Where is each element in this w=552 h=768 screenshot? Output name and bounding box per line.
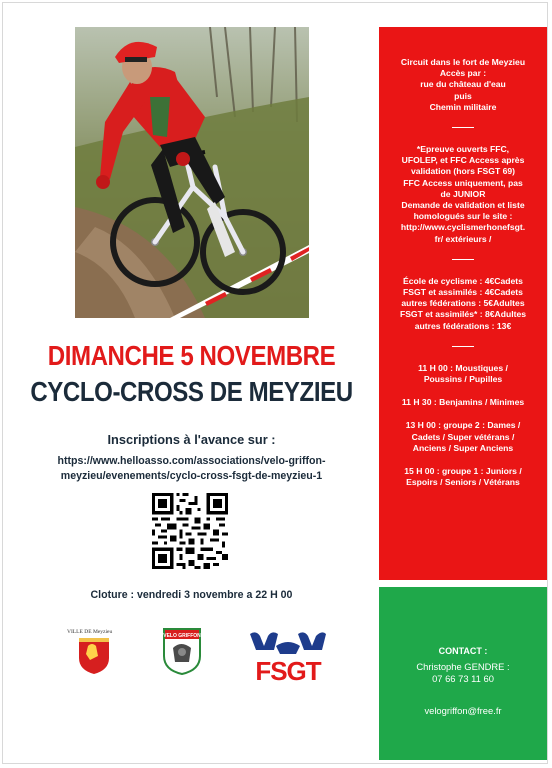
epreuve-line: de JUNIOR [440, 188, 486, 199]
fsgt-logo [246, 628, 330, 686]
tarif-line: autres fédérations : 13€ [414, 320, 512, 331]
horaire-line: Espoirs / Seniors / Vétérans [406, 477, 520, 488]
circuit-line: Accès par : [439, 68, 487, 79]
contact-phone: 07 66 73 11 60 [432, 673, 494, 684]
circuit-line: Circuit dans le fort de Meyzieu [400, 57, 526, 67]
ville-logo-text: VILLE DE Meyzieu [67, 629, 113, 635]
horaire-line: 11 H 30 : Benjamins / Minimes [401, 397, 525, 408]
circuit-line: rue du château d'eau [420, 79, 506, 90]
event-date: DIMANCHE 5 NOVEMBRE [47, 340, 336, 371]
horaire-line: Anciens / Super Anciens [412, 442, 514, 453]
divider [452, 346, 474, 347]
cyclist-photo [75, 27, 309, 318]
tarif-line: FSGT et assimilés* : 8€Adultes [399, 309, 527, 320]
epreuve-info [387, 144, 539, 245]
horaire-line: 15 H 00 : groupe 1 : Juniors / [404, 466, 522, 477]
epreuve-line: *Epreuve ouverts FFC, [416, 144, 510, 155]
epreuve-line: validation (hors FSGT 69) [410, 166, 516, 177]
circuit-line: puis [454, 90, 472, 101]
tarifs-info [387, 276, 539, 332]
inscriptions-link[interactable] [0, 454, 383, 484]
tarif-line: autres fédérations : 5€Adultes [401, 298, 525, 309]
epreuve-line: UFOLEP, et FFC Access après [401, 155, 525, 166]
epreuve-line: fr/ extérieurs / [434, 233, 492, 244]
epreuve-line: http://www.cyclismerhonefsgt. [400, 222, 526, 233]
contact-panel [379, 587, 547, 760]
tarif-line: École de cyclisme : 4€Cadets [403, 275, 523, 286]
url-line-2[interactable]: meyzieu/evenements/cyclo-cross-fsgt-de-meyzieu-1 [60, 470, 323, 482]
horaires-info [387, 363, 539, 489]
epreuve-line: FFC Access uniquement, pas [403, 177, 523, 188]
event-title: CYCLO-CROSS DE MEYZIEU [30, 376, 353, 407]
contact-name: Christophe GENDRE : [416, 661, 510, 672]
divider [452, 259, 474, 260]
velo-griffon-logo [161, 626, 203, 676]
ville-meyzieu-logo [64, 626, 124, 676]
svg-text:FSGT: FSGT [255, 656, 321, 686]
contact-email[interactable]: velogriffon@free.fr [424, 705, 502, 716]
qr-code-icon [152, 493, 228, 569]
horaire-line: Cadets / Super vétérans / [411, 431, 515, 442]
circuit-info [387, 57, 539, 113]
url-line-1[interactable]: https://www.helloasso.com/associations/velo-griffon- [57, 455, 326, 467]
horaire-line: 11 H 00 : Moustiques / [418, 362, 508, 373]
epreuve-line: homologués sur le site : [413, 211, 513, 222]
horaire-line: 13 H 00 : groupe 2 : Dames / [405, 420, 521, 431]
contact-title: CONTACT : [438, 646, 488, 656]
inscriptions-title: Inscriptions à l'avance sur : [107, 432, 276, 447]
registration-deadline: Cloture : vendredi 3 novembre a 22 H 00 [90, 589, 293, 601]
horaire-line: Poussins / Pupilles [423, 374, 503, 385]
epreuve-line: Demande de validation et liste [401, 200, 525, 211]
svg-text:VELO GRIFFON: VELO GRIFFON [163, 633, 201, 639]
circuit-line: Chemin militaire [429, 101, 497, 112]
divider [452, 127, 474, 128]
tarif-line: FSGT et assimilés : 4€Cadets [403, 287, 523, 298]
info-panel [379, 27, 547, 580]
